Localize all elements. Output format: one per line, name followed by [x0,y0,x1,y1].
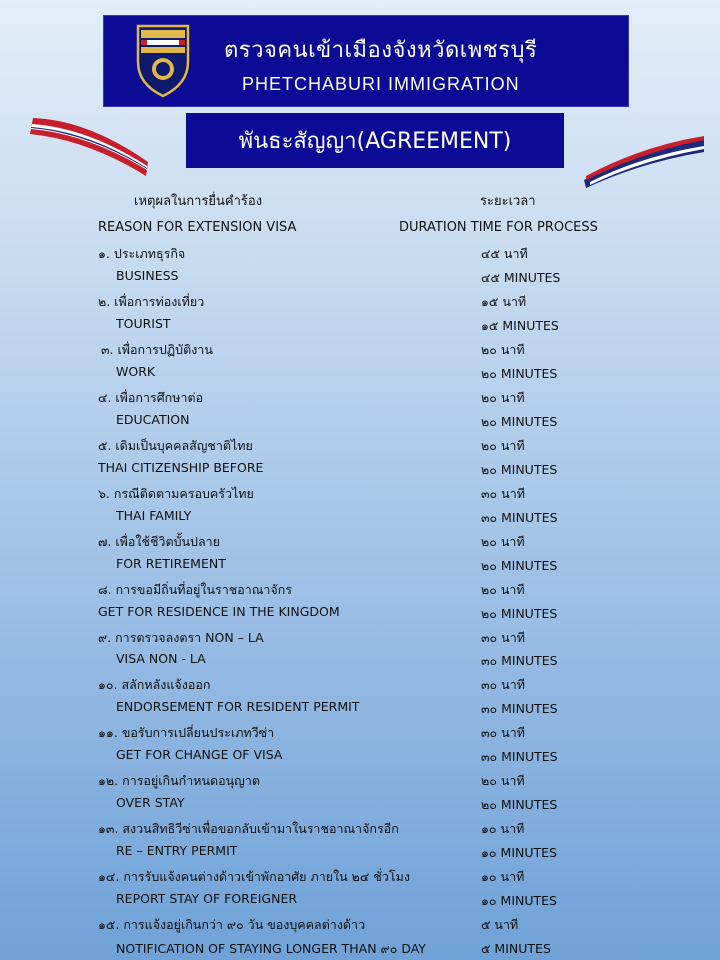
reason-text: FOR RETIREMENT [116,555,226,571]
reason-text: EDUCATION [116,411,190,427]
table-row [0,556,720,576]
table-row [0,651,720,671]
duration-text: ๒๐ นาที [481,533,525,549]
reason-text: REPORT STAY OF FOREIGNER [116,891,298,907]
duration-text: ๒๐ นาที [481,437,525,453]
duration-text: ๒๐ MINUTES [481,605,558,621]
reason-text: TOURIST [116,315,171,331]
table-row [0,316,720,336]
duration-text: ๑๐ MINUTES [481,893,557,909]
duration-text: ๒๐ MINUTES [481,365,558,381]
table-row [0,388,720,408]
duration-text: ๒๐ MINUTES [481,557,558,573]
table-row [0,436,720,456]
duration-text: ๓๐ นาที [481,629,525,645]
table-row [0,484,720,504]
reason-text: ๑๔. การรับแจ้งคนต่างด้าวเข้าพักอาศัย ภายใน ๒๔ ชั่วโมง [98,869,410,885]
table-row [0,340,720,360]
table-row [0,268,720,288]
table-row [0,867,720,887]
duration-header-thai: ระยะเวลา [480,194,536,209]
reason-text: RE – ENTRY PERMIT [116,843,238,859]
duration-text: ๓๐ MINUTES [481,509,558,525]
duration-text: ๓๐ นาที [481,485,525,501]
table-row [0,460,720,480]
thai-office-title: ตรวจคนเข้าเมืองจังหวัดเพชรบุรี [224,38,538,63]
table-row [0,723,720,743]
duration-text: ๑๐ นาที [481,821,525,837]
duration-text: ๒๐ นาที [481,389,525,405]
header-banner [103,15,629,107]
table-row [0,939,720,959]
table-row [0,747,720,767]
duration-text: ๒๐ นาที [481,581,525,597]
duration-text: ๒๐ MINUTES [481,797,558,813]
table-row [0,891,720,911]
reason-text: ๑๒. การอยู่เกินกำหนดอนุญาต [98,773,260,789]
duration-text: ๕ นาที [481,917,519,933]
reason-text: NOTIFICATION OF STAYING LONGER THAN ๙๐ DAY [116,941,426,957]
table-row [0,604,720,624]
duration-text: ๓๐ MINUTES [481,653,558,669]
table-row [0,675,720,695]
duration-text: ๕ MINUTES [481,941,551,957]
duration-text: ๓๐ นาที [481,677,525,693]
duration-text: ๑๕ MINUTES [481,317,559,333]
table-row [0,819,720,839]
table-row [0,699,720,719]
reason-text: ๗. เพื่อใช้ชีวิตบั้นปลาย [98,533,220,549]
reason-text: ๕. เดิมเป็นบุคคลสัญชาติไทย [98,437,253,453]
reason-text: ๑. ประเภทธุรกิจ [98,246,186,261]
table-row [0,915,720,935]
reason-text: ๑๐. สลักหลังแจ้งออก [98,677,211,693]
duration-text: ๒๐ MINUTES [481,461,558,477]
table-row [0,795,720,815]
table-row [0,580,720,600]
table-row [0,843,720,863]
duration-header-english: DURATION TIME FOR PROCESS [399,220,598,235]
thai-flag-ribbon-right-icon [582,132,707,190]
reason-text: WORK [116,363,156,379]
reason-header-english: REASON FOR EXTENSION VISA [98,220,297,235]
duration-text: ๑๐ MINUTES [481,845,557,861]
reason-text: ๔. เพื่อการศึกษาต่อ [98,389,204,405]
duration-text: ๑๕ นาที [481,293,527,309]
reason-text: BUSINESS [116,267,179,283]
immigration-bureau-badge-icon [134,22,192,98]
reason-text: THAI CITIZENSHIP BEFORE [98,459,264,475]
reason-text: OVER STAY [116,795,185,811]
reason-text: GET FOR RESIDENCE IN THE KINGDOM [98,603,340,619]
duration-text: ๒๐ นาที [481,341,525,357]
thai-flag-ribbon-left-icon [28,110,153,180]
duration-text: ๓๐ นาที [481,725,525,741]
duration-text: ๒๐ นาที [481,773,525,789]
reason-text: VISA NON - LA [116,651,206,667]
duration-text: ๒๐ MINUTES [481,413,558,429]
duration-text: ๔๕ นาที [481,246,528,261]
reason-header-thai: เหตุผลในการยื่นคำร้อง [134,194,263,209]
reason-text: ๙. การตรวจลงตรา NON – LA [98,629,264,645]
table-row [0,292,720,312]
duration-text: ๑๐ นาที [481,869,525,885]
reason-text: ๓. เพื่อการปฏิบัติงาน [101,341,213,357]
english-office-title: PHETCHABURI IMMIGRATION [242,74,520,94]
reason-text: ENDORSEMENT FOR RESIDENT PERMIT [116,699,360,715]
table-row [0,628,720,648]
table-row [0,771,720,791]
table-row [0,508,720,528]
reason-text: ๒. เพื่อการท่องเที่ยว [98,293,205,309]
reason-text: ๑๑. ขอรับการเปลี่ยนประเภทวีซ่า [98,725,275,741]
reason-text: ๑๓. สงวนสิทธิวีซ่าเพื่อขอกลับเข้ามาในราชอาณาจักรอีก [98,821,399,837]
reason-text: GET FOR CHANGE OF VISA [116,747,283,763]
reason-text: ๑๕. การแจ้งอยู่เกินกว่า ๙๐ วัน ของบุคคลต่างด้าว [98,917,366,933]
table-row [0,244,720,264]
reason-text: THAI FAMILY [116,507,192,523]
duration-text: ๓๐ MINUTES [481,701,558,717]
reason-text: ๘. การขอมีถิ่นที่อยู่ในราชอาณาจักร [98,581,292,597]
duration-text: ๓๐ MINUTES [481,749,558,765]
agreement-title: พันธะสัญญา(AGREEMENT) [186,113,564,168]
table-row [0,364,720,384]
reason-text: ๖. กรณีติดตามครอบครัวไทย [98,485,254,501]
duration-text: ๔๕ MINUTES [481,269,561,285]
table-row [0,412,720,432]
table-row [0,532,720,552]
